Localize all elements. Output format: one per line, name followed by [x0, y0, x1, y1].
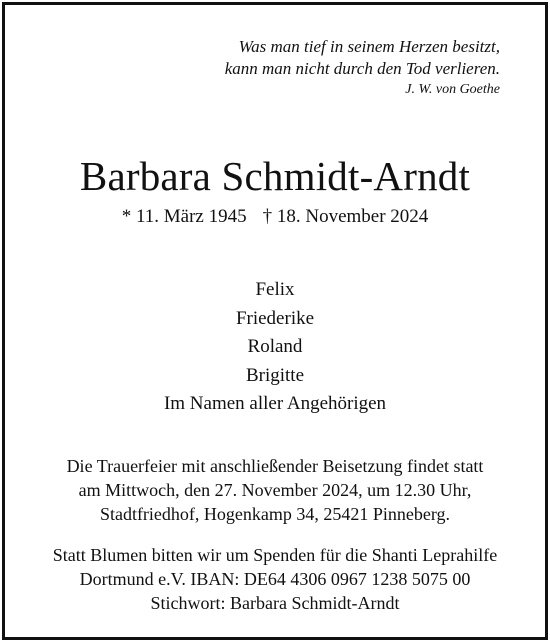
- mourners-list: [0, 276, 550, 419]
- death-date: † 18. November 2024: [262, 206, 429, 227]
- goethe-quote: [225, 36, 500, 100]
- quote-line-1: Was man tief in seinem Herzen besitzt,: [238, 37, 500, 56]
- ceremony-line-2: am Mittwoch, den 27. November 2024, um 12.30 Uhr,: [78, 480, 472, 500]
- donation-line-1: Statt Blumen bitten wir um Spenden für die Shanti Leprahilfe: [52, 545, 498, 565]
- mourner-name: Friederike: [235, 307, 315, 329]
- quote-line-2: kann man nicht durch den Tod verlieren.: [224, 59, 500, 78]
- deceased-name: Barbara Schmidt-Arndt: [79, 153, 471, 199]
- donation-line-3: Stichwort: Barbara Schmidt-Arndt: [150, 593, 400, 613]
- ceremony-info: [0, 454, 550, 526]
- quote-author: J. W. von Goethe: [405, 82, 500, 97]
- mourner-name: Felix: [255, 279, 295, 300]
- ceremony-line-3: Stadtfriedhof, Hogenkamp 34, 25421 Pinneberg.: [99, 504, 451, 524]
- mourners-closing: Im Namen aller Angehörigen: [163, 393, 387, 414]
- ceremony-line-1: Die Trauerfeier mit anschließender Beisetzung findet statt: [66, 456, 484, 476]
- birth-date: * 11. März 1945: [121, 206, 247, 227]
- donation-info: [0, 543, 550, 615]
- donation-line-2: Dortmund e.V. IBAN: DE64 4306 0967 1238 5075 00: [79, 569, 471, 589]
- mourner-name: Brigitte: [245, 364, 305, 386]
- life-dates: [0, 204, 550, 230]
- mourner-name: Roland: [247, 336, 303, 357]
